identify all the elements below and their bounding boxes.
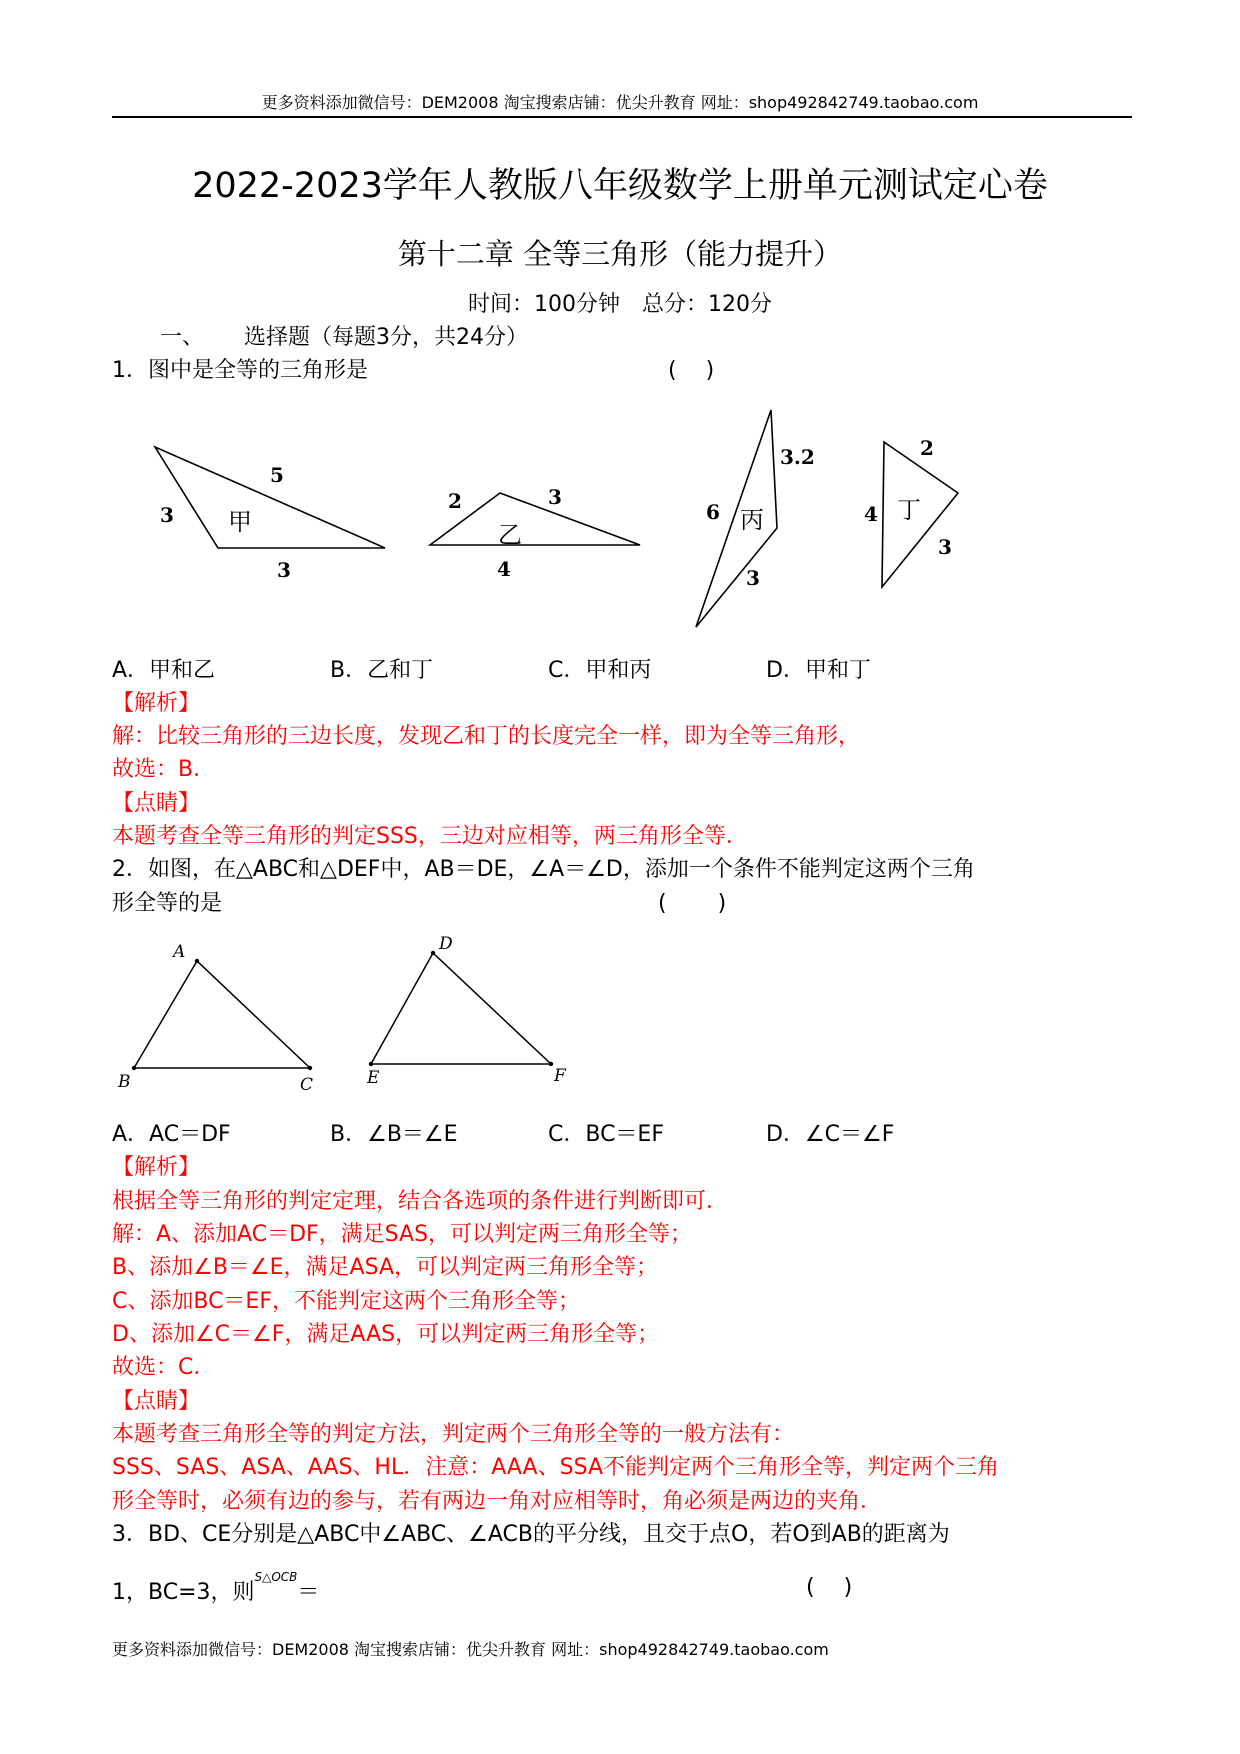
q2-analysis-line: 解：A、添加AC＝DF，满足SAS，可以判定两三角形全等；	[112, 1222, 693, 1247]
vertex-b-label: B	[118, 1072, 131, 1092]
triangle-abc	[134, 961, 310, 1068]
q1-option-c: C．甲和丙	[548, 658, 652, 683]
vertex-d-label: D	[439, 934, 453, 954]
q1-comment-line: 本题考查全等三角形的判定SSS，三边对应相等，两三角形全等．	[112, 824, 748, 849]
t2-side-bottom: 4	[497, 557, 511, 581]
q2-option-b: B．∠B＝∠E	[330, 1122, 458, 1147]
section-label: 选择题（每题3分，共24分）	[244, 325, 528, 350]
q1-stem: 1．图中是全等的三角形是	[112, 358, 368, 383]
t3-side-right: 3.2	[780, 445, 815, 469]
q1-option-d: D．甲和丁	[766, 658, 871, 683]
q3-stem-prefix: 1，BC=3，则	[112, 1580, 255, 1605]
t2-name: 乙	[498, 521, 522, 549]
t4-name: 丁	[897, 496, 921, 524]
q1-analysis-line: 解：比较三角形的三边长度，发现乙和丁的长度完全一样，即为全等三角形，	[112, 724, 861, 749]
q1-analysis-line: 故选：B．	[112, 757, 216, 782]
vertex-c-label: C	[300, 1075, 314, 1095]
q2-analysis-line: 故选：C．	[112, 1355, 216, 1380]
t4-side-bottom: 3	[938, 535, 952, 559]
t3-side-left: 6	[706, 500, 720, 524]
q2-comment-line: 本题考查三角形全等的判定方法，判定两个三角形全等的一般方法有：	[112, 1422, 795, 1447]
q2-stem-line2: 形全等的是	[112, 891, 223, 916]
q1-option-a: A．甲和乙	[112, 658, 216, 683]
q2-analysis-line: D、添加∠C＝∠F，满足AAS，可以判定两三角形全等；	[112, 1322, 660, 1347]
q1-paren: ( )	[668, 358, 715, 383]
page-footer: 更多资料添加微信号：DEM2008 淘宝搜索店铺：优尖升教育 网址：shop492842749.taobao.com	[112, 1640, 829, 1659]
q2-figure	[0, 930, 1240, 1090]
t4-side-left: 4	[864, 502, 878, 526]
q2-analysis-line: C、添加BC＝EF，不能判定这两个三角形全等；	[112, 1289, 580, 1314]
t2-side-left: 2	[448, 489, 462, 513]
q2-comment-line: SSS、SAS、ASA、AAS、HL．注意：AAA、SSA不能判定两个三角形全等，判定两个三角	[112, 1455, 999, 1480]
t3-side-bottom: 3	[746, 566, 760, 590]
q2-analysis-line: B、添加∠B＝∠E，满足ASA，可以判定两三角形全等；	[112, 1255, 659, 1280]
q3-paren: ( )	[806, 1575, 853, 1600]
q2-option-c: C．BC＝EF	[548, 1122, 664, 1147]
q1-figure	[0, 400, 1240, 640]
page-header: 更多资料添加微信号：DEM2008 淘宝搜索店铺：优尖升教育 网址：shop492842749.taobao.com	[261, 93, 979, 112]
section-number: 一、	[160, 325, 205, 350]
page-subtitle: 第十二章 全等三角形（能力提升）	[397, 237, 843, 271]
page-title: 2022-2023学年人教版八年级数学上册单元测试定心卷	[192, 166, 1048, 206]
q2-paren: ( )	[658, 891, 727, 916]
triangle-def	[371, 953, 551, 1064]
q2-option-d: D．∠C＝∠F	[766, 1122, 895, 1147]
t3-name: 丙	[740, 506, 764, 534]
q2-stem-line1: 2．如图，在△ABC和△DEF中，AB＝DE，∠A＝∠D，添加一个条件不能判定这两个三角	[112, 857, 975, 882]
q2-analysis-tag: 【解析】	[112, 1155, 201, 1180]
q3-stem-line1: 3．BD、CE分别是△ABC中∠ABC、∠ACB的平分线，且交于点O，若O到AB的距离为	[112, 1522, 950, 1547]
q2-analysis-line: 根据全等三角形的判定定理，结合各选项的条件进行判断即可．	[112, 1189, 729, 1214]
q2-comment-line: 形全等时，必须有边的参与，若有两边一角对应相等时，角必须是两边的夹角．	[112, 1489, 883, 1514]
t1-side-left: 3	[160, 503, 174, 527]
q3-stem-line2	[112, 1570, 319, 1606]
t1-side-bottom: 3	[277, 558, 291, 582]
vertex-a-label: A	[173, 942, 186, 962]
q1-option-b: B．乙和丁	[330, 658, 434, 683]
t1-side-top: 5	[270, 463, 284, 487]
t4-side-top: 2	[920, 436, 934, 460]
q1-analysis-tag: 【解析】	[112, 691, 201, 716]
q2-option-a: A．AC＝DF	[112, 1122, 231, 1147]
q1-comment-tag: 【点睛】	[112, 791, 201, 816]
vertex-f-label: F	[554, 1066, 566, 1086]
vertex-e-label: E	[367, 1068, 380, 1088]
area-symbol: S△OCB	[254, 1570, 298, 1584]
header-rule	[112, 116, 1132, 118]
q3-stem-suffix: ＝	[297, 1580, 320, 1605]
t1-name: 甲	[228, 508, 252, 536]
q2-comment-tag: 【点睛】	[112, 1389, 201, 1414]
t2-side-right: 3	[548, 485, 562, 509]
time-info: 时间：100分钟 总分：120分	[468, 292, 772, 317]
